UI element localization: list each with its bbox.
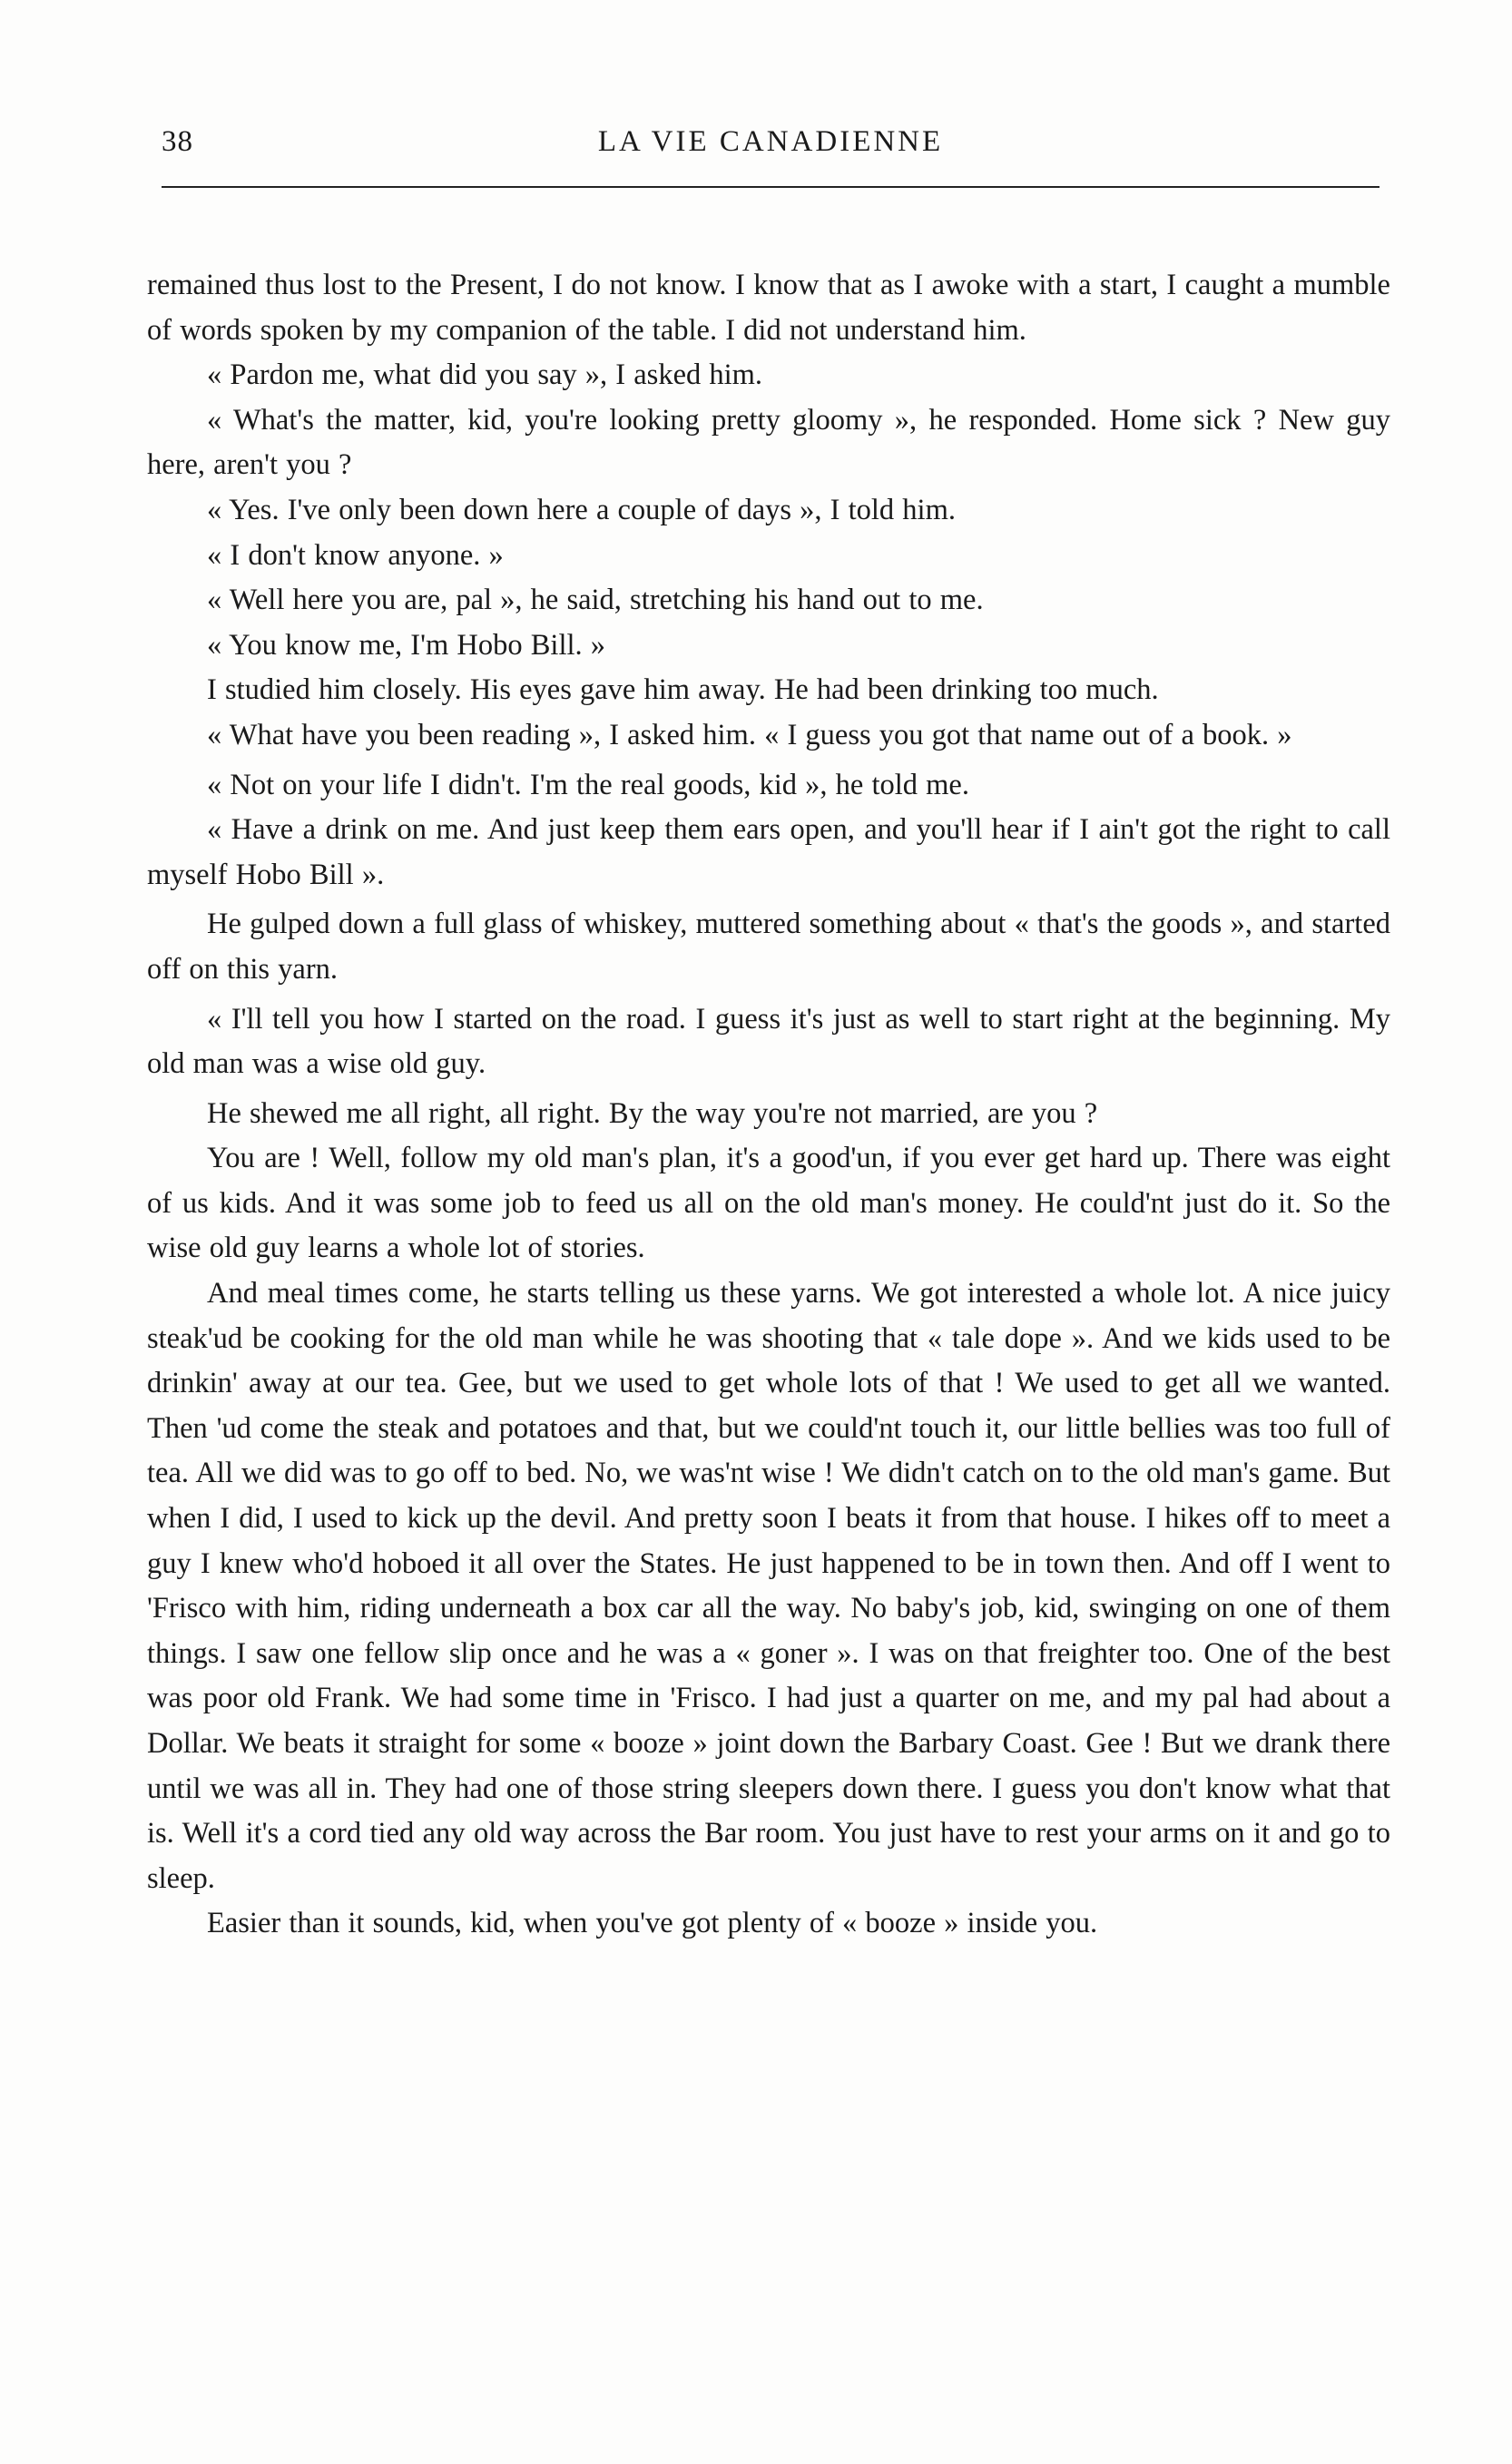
paragraph: Easier than it sounds, kid, when you've got plenty of « booze » inside you. bbox=[207, 1907, 1098, 1940]
paragraph: « Not on your life I didn't. I'm the real goods, kid », he told me. bbox=[207, 768, 969, 801]
page-header bbox=[162, 125, 1379, 165]
paragraph: « Well here you are, pal », he said, stretching his hand out to me. bbox=[207, 584, 984, 617]
header-rule bbox=[162, 186, 1379, 188]
paragraph: « I don't know anyone. » bbox=[207, 538, 504, 572]
paragraph: « Pardon me, what did you say », I asked him. bbox=[207, 358, 763, 392]
paragraph: « Yes. I've only been down here a couple of days », I told him. bbox=[207, 493, 956, 526]
paragraph: And meal times come, he starts telling us these yarns. We got interested a whole lot. A nice juicy steak'ud be cooking for the old man while he was shooting that « tale dope ». And we kids used to be drinkin' away at our tea. Gee, but we used to get whole lots of that ! We used to get all we wanted. Then 'ud come the steak and potatoes and that, but we could'nt touch it, our little bellies was too full of tea. All we did was to go off to bed. No, we was'nt wise ! We didn't catch on to the old man's game. But when I did, I used to kick up the devil. And pretty soon I beats it from that house. I hikes off to meet a guy I knew who'd hoboed it all over the States. He just happened to be in town then. And off I went to 'Frisco with him, riding underneath a box car all the way. No baby's job, kid, swinging on one of them things. I saw one fellow slip once and he was a « goner ». I was on that freighter too. One of the best was poor old Frank. We had some time in 'Frisco. I had just a quarter on me, and my pal had about a Dollar. We beats it straight for some « booze » joint down the Barbary Coast. Gee ! But we drank there until we was all in. They had one of those string sleepers down there. I guess you don't know what that is. Well it's a cord tied any old way across the Bar room. You just have to rest your arms on it and go to sleep. bbox=[147, 1277, 1391, 1895]
paragraph: remained thus lost to the Present, I do not know. I know that as I awoke with a start, I caught a mumble of words spoken by my companion of the table. I did not understand him. bbox=[147, 269, 1390, 347]
body-text bbox=[147, 263, 1390, 1947]
paragraph: He shewed me all right, all right. By the way you're not married, are you ? bbox=[207, 1096, 1098, 1130]
paragraph: He gulped down a full glass of whiskey, muttered something about « that's the goods », and started off on this yarn. bbox=[147, 908, 1390, 986]
page-number: 38 bbox=[162, 125, 193, 158]
paragraph: I studied him closely. His eyes gave him away. He had been drinking too much. bbox=[207, 673, 1159, 707]
paragraph: You are ! Well, follow my old man's plan, it's a good'un, if you ever get hard up. There was eight of us kids. And it was some job to feed us all on the old man's money. He could'nt just do it. So the wise old guy learns a whole lot of stories. bbox=[147, 1142, 1390, 1265]
running-title: LA VIE CANADIENNE bbox=[597, 125, 944, 158]
paragraph: « What's the matter, kid, you're looking pretty gloomy », he responded. Home sick ? New guy here, aren't you ? bbox=[147, 403, 1390, 482]
paragraph: « I'll tell you how I started on the road. I guess it's just as well to start right at the beginning. My old man was a wise old guy. bbox=[147, 1002, 1390, 1081]
paragraph: « What have you been reading », I asked him. « I guess you got that name out of a book. » bbox=[207, 718, 1292, 751]
paragraph: « You know me, I'm Hobo Bill. » bbox=[207, 628, 606, 662]
paragraph: « Have a drink on me. And just keep them ears open, and you'll hear if I ain't got the right to call myself Hobo Bill ». bbox=[147, 813, 1390, 891]
